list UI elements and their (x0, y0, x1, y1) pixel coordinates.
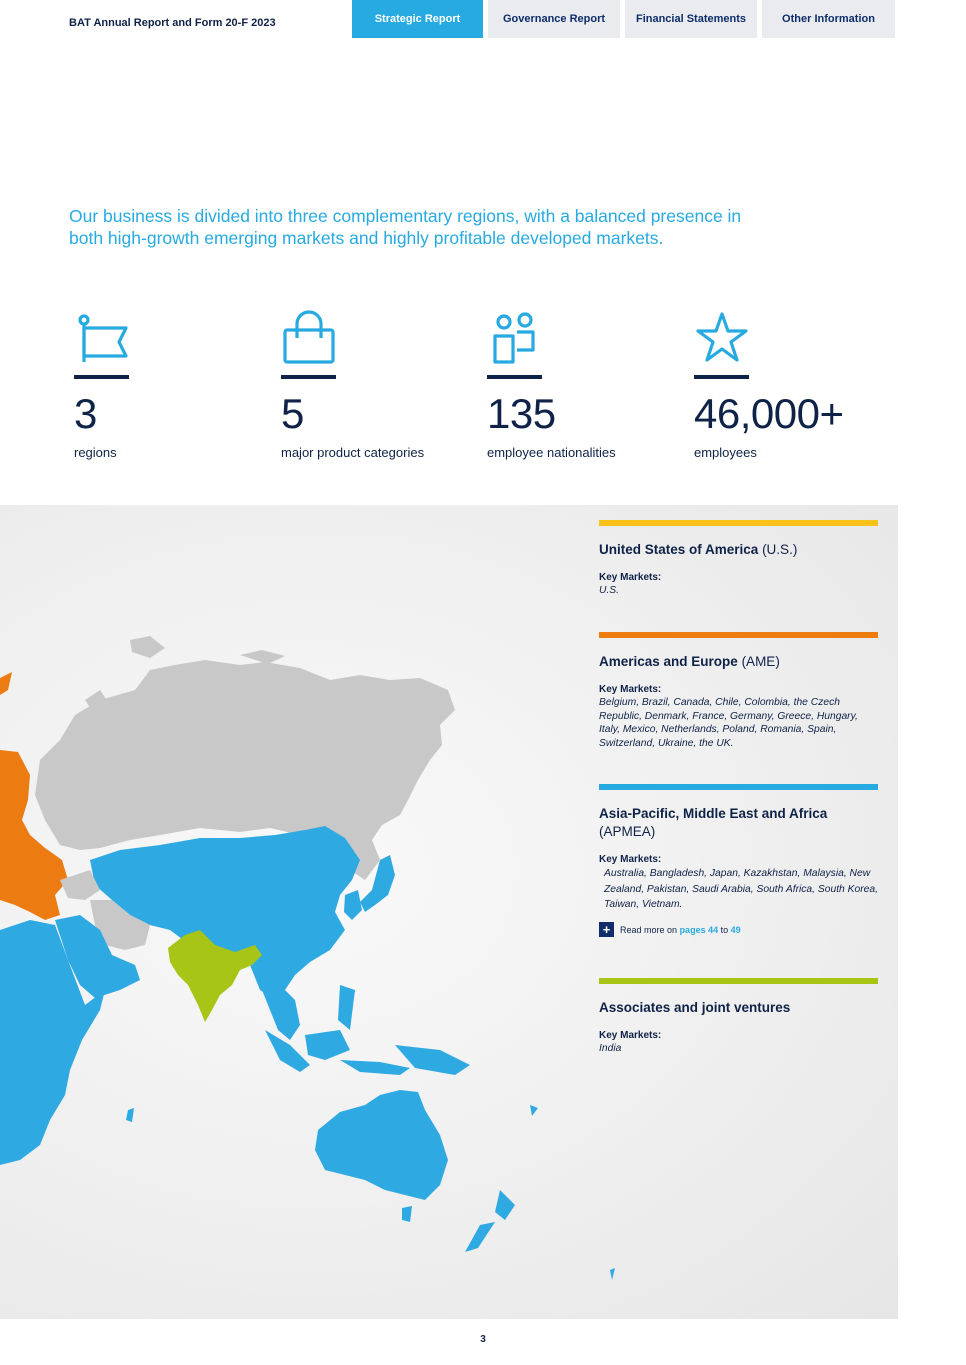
tab-strategic-report[interactable]: Strategic Report (352, 0, 483, 38)
stat-nationalities (487, 310, 687, 460)
intro-text: Our business is divided into three complementary regions, with a balanced presence in both high-growth emerging markets and highly profitable developed markets. (69, 206, 742, 248)
stat-label: major product categories (281, 445, 425, 460)
stat-rule (281, 375, 336, 379)
region-us (599, 520, 878, 598)
flag-icon (74, 310, 130, 366)
read-more-prefix: Read more on (620, 924, 678, 935)
map-europe-small (0, 672, 12, 695)
shopping-bag-icon (281, 310, 337, 366)
stat-regions (74, 310, 274, 460)
stat-employees (694, 310, 894, 460)
stat-product-categories (281, 310, 481, 460)
region-color-bar (599, 632, 878, 638)
stat-rule (694, 375, 749, 379)
page-link-to[interactable]: 49 (730, 924, 741, 935)
region-title: Associates and joint ventures (599, 1000, 791, 1015)
region-color-bar (599, 784, 878, 790)
tab-governance-report[interactable]: Governance Report (488, 0, 620, 38)
map-korea (344, 890, 362, 920)
stat-label: employee nationalities (487, 445, 616, 460)
document-title: BAT Annual Report and Form 20-F 2023 (69, 17, 276, 29)
stat-value: 3 (74, 390, 97, 437)
plus-icon[interactable]: + (599, 922, 614, 937)
region-color-bar (599, 978, 878, 984)
stat-value: 46,000+ (694, 390, 844, 437)
key-markets-label: Key Markets: (599, 572, 662, 583)
page-link-from[interactable]: pages 44 (679, 924, 719, 935)
star-icon (694, 310, 750, 366)
read-more-link[interactable] (599, 922, 741, 937)
region-color-bar (599, 520, 878, 526)
region-title: United States of America (U.S.) (599, 542, 798, 557)
region-associates (599, 978, 878, 1056)
stat-rule (74, 375, 129, 379)
key-markets-list: India (599, 1043, 622, 1054)
region-apmea (599, 784, 878, 913)
stat-label: employees (694, 445, 757, 460)
stat-label: regions (74, 445, 117, 460)
stat-value: 5 (281, 390, 304, 437)
map-australia (315, 1090, 448, 1200)
region-title: Americas and Europe (AME) (599, 654, 780, 669)
tab-financial-statements[interactable]: Financial Statements (625, 0, 757, 38)
map-new-zealand (465, 1190, 515, 1252)
page-number: 3 (480, 1334, 486, 1345)
map-tasmania (402, 1206, 412, 1222)
people-icon (487, 310, 543, 366)
key-markets-list: U.S. (599, 585, 620, 596)
key-markets-label: Key Markets: (599, 854, 662, 865)
region-ame (599, 632, 878, 750)
map-pacific-islands (530, 1105, 615, 1280)
key-markets-list: Australia, Bangladesh, Japan, Kazakhstan, Malaysia, New Zealand, Pakistan, Saudi Arabia, South Africa, South Korea, Taiwan, Vietnam. (604, 868, 878, 910)
map-madagascar (126, 1108, 134, 1122)
region-title: Asia-Pacific, Middle East and Africa (APMEA) (599, 806, 828, 839)
tab-other-information[interactable]: Other Information (762, 0, 895, 38)
read-more-middle: to (720, 924, 729, 935)
key-markets-list: Belgium, Brazil, Canada, Chile, Colombia, the Czech Republic, Denmark, France, Germany, Greece, Hungary, Italy, Mexico, Netherlands, Poland, Romania, Spain, Switzerland, Ukraine, the UK. (599, 697, 858, 749)
stat-rule (487, 375, 542, 379)
stat-value: 135 (487, 390, 556, 437)
key-markets-label: Key Markets: (599, 684, 662, 695)
section-tabs (352, 0, 895, 38)
key-markets-label: Key Markets: (599, 1030, 662, 1041)
